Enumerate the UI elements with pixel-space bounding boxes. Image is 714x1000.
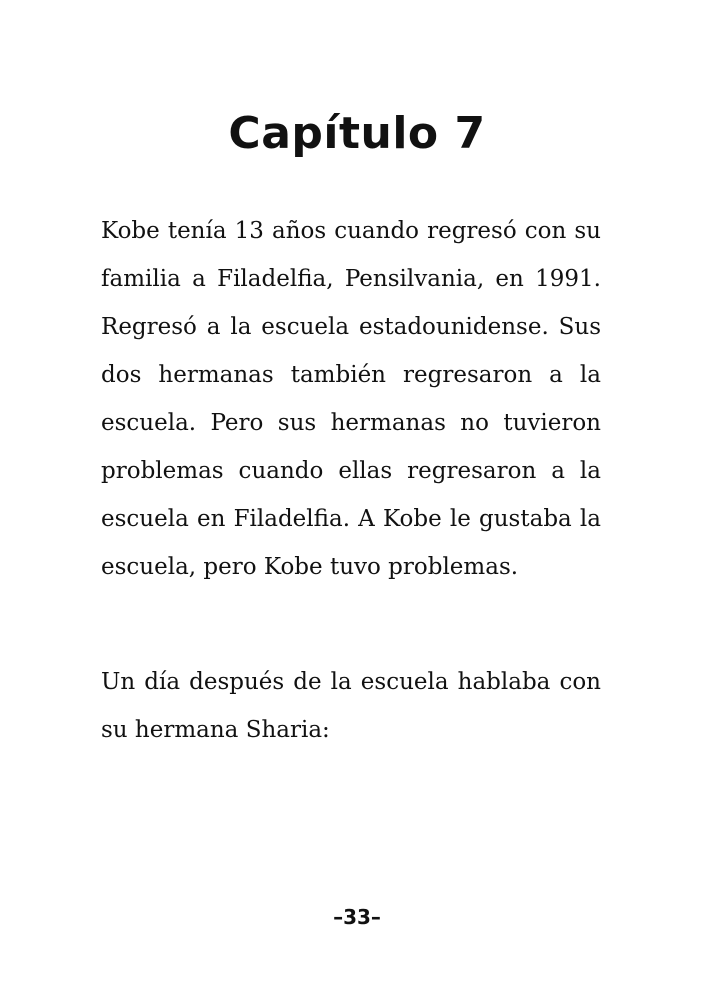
paragraph-1: Kobe tenía 13 años cuando regresó con su familia a Filadelfia, Pensilvania, en 1991. Regresó a la escuela estadounidense. Sus dos hermanas también regresaron a la escuela. Pero sus hermanas no tuvieron problemas cuando ellas regresaron a la escuela en Filadelfia. A Kobe le gustaba la escuela, pero Kobe tuvo problemas. — [101, 218, 601, 580]
chapter-title: Capítulo 7 — [228, 108, 486, 159]
page-number: –33– — [333, 905, 381, 929]
paragraph-2: Un día después de la escuela hablaba con su hermana Sharia: — [101, 669, 601, 743]
